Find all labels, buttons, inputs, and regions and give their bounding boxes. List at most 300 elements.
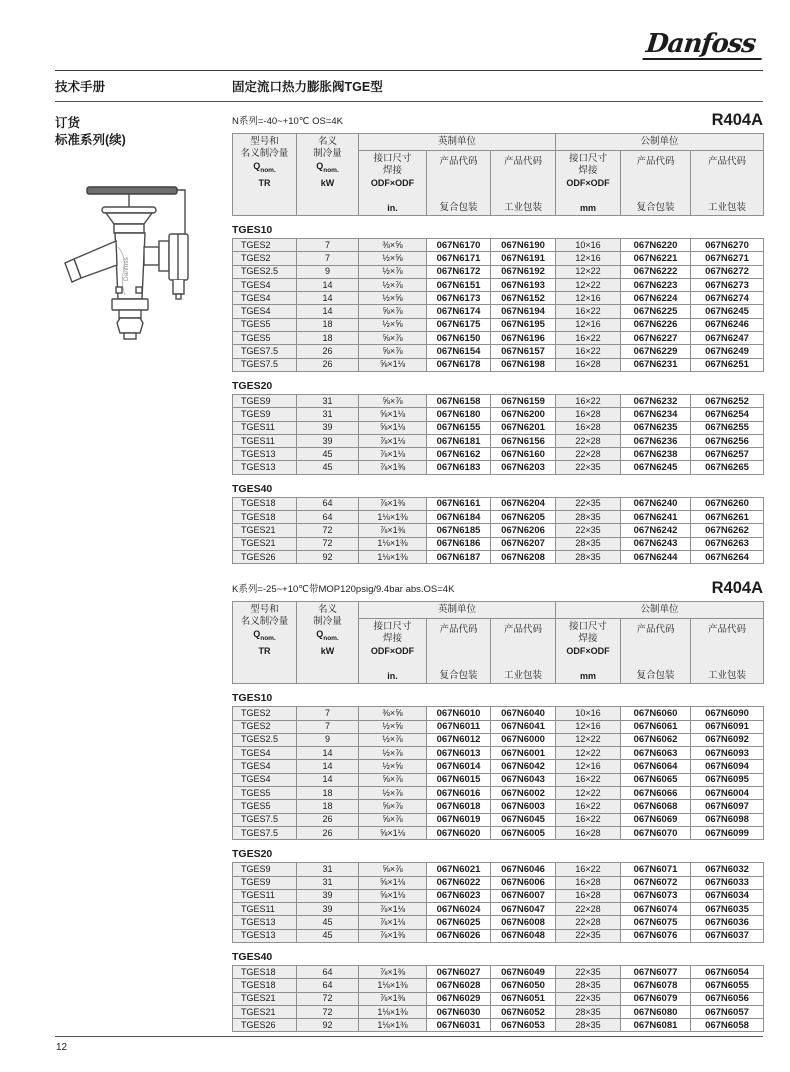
subseries-label: TGES40 [232, 482, 273, 495]
subseries-label: TGES10 [232, 224, 273, 236]
cell-model: TGES13 [233, 929, 297, 942]
cell-capacity-kw: 72 [297, 992, 359, 1005]
cell-code-industrial-metric: 067N6036 [691, 916, 764, 929]
cell-capacity-kw: 72 [297, 524, 359, 537]
header-conn-mm: 接口尺寸 焊接 ODF×ODF mm [556, 151, 621, 216]
cell-conn-size-in: ⅝×⅞ [359, 863, 427, 876]
cell-code-industrial-metric: 067N6257 [691, 448, 764, 461]
cell-capacity-kw: 7 [297, 252, 359, 265]
cell-code-complex-metric: 067N6068 [621, 800, 691, 813]
series-title-row [232, 579, 763, 598]
cell-code-complex-metric: 067N6238 [621, 448, 691, 461]
cell-conn-size-mm: 22×35 [556, 461, 621, 474]
cell-code-industrial-imperial: 067N6046 [491, 863, 556, 876]
cell-capacity-kw: 26 [297, 813, 359, 826]
cell-capacity-kw: 31 [297, 408, 359, 421]
cell-code-complex-metric: 067N6081 [621, 1019, 691, 1032]
cell-model: TGES9 [233, 408, 297, 421]
cell-capacity-kw: 18 [297, 800, 359, 813]
cell-code-industrial-imperial: 067N6206 [491, 524, 556, 537]
cell-code-complex-imperial: 067N6031 [427, 1019, 491, 1032]
series-conditions: K系列=-25~+10℃带MOP120psig/9.4bar abs.OS=4K [232, 584, 455, 596]
page-number: 12 [56, 1042, 68, 1053]
cell-model: TGES2 [233, 239, 297, 252]
danfoss-logo: Danfoss [642, 31, 764, 60]
cell-conn-size-mm: 22×35 [556, 524, 621, 537]
cell-code-complex-imperial: 067N6171 [427, 252, 491, 265]
subseries-label: TGES20 [232, 379, 273, 392]
product-table-tges10 [232, 706, 764, 840]
cell-model: TGES13 [233, 916, 297, 929]
cell-conn-size-mm: 22×35 [556, 965, 621, 978]
cell-code-industrial-metric: 067N6058 [691, 1019, 764, 1032]
cell-conn-size-in: ⅝×1⅛ [359, 421, 427, 434]
cell-capacity-kw: 64 [297, 511, 359, 524]
cell-code-industrial-imperial: 067N6200 [491, 408, 556, 421]
cell-capacity-kw: 72 [297, 537, 359, 550]
cell-code-industrial-imperial: 067N6156 [491, 434, 556, 447]
cell-code-complex-metric: 067N6242 [621, 524, 691, 537]
cell-code-industrial-imperial: 067N6207 [491, 537, 556, 550]
table-row [233, 252, 764, 265]
tables-area [232, 102, 763, 1032]
cell-code-complex-imperial: 067N6186 [427, 537, 491, 550]
cell-code-complex-imperial: 067N6030 [427, 1005, 491, 1018]
cell-capacity-kw: 45 [297, 929, 359, 942]
cell-model: TGES11 [233, 903, 297, 916]
cell-code-industrial-imperial: 067N6003 [491, 800, 556, 813]
cell-code-complex-metric: 067N6065 [621, 773, 691, 786]
cell-code-complex-imperial: 067N6170 [427, 239, 491, 252]
cell-capacity-kw: 18 [297, 332, 359, 345]
cell-conn-size-in: ⅞×1⅛ [359, 434, 427, 447]
cell-code-industrial-metric: 067N6095 [691, 773, 764, 786]
cell-capacity-kw: 9 [297, 265, 359, 278]
header-metric-group: 公制单位 [556, 134, 764, 151]
cell-code-industrial-imperial: 067N6195 [491, 318, 556, 331]
cell-code-industrial-metric: 067N6254 [691, 408, 764, 421]
table-row [233, 332, 764, 345]
cell-code-complex-metric: 067N6235 [621, 421, 691, 434]
cell-conn-size-in: 1⅛×1⅜ [359, 979, 427, 992]
cell-model: TGES18 [233, 511, 297, 524]
cell-conn-size-mm: 16×28 [556, 876, 621, 889]
header-model-column: 型号和 名义制冷量 $Q_{nom.}$ TR [233, 602, 297, 684]
product-table-tges40 [232, 497, 764, 564]
cell-model: TGES21 [233, 992, 297, 1005]
header-code-complex-metric: 产品代码 复合包装 [621, 151, 691, 216]
cell-conn-size-mm: 12×16 [556, 318, 621, 331]
cell-code-industrial-imperial: 067N6005 [491, 826, 556, 839]
cell-conn-size-in: ½×⅞ [359, 278, 427, 291]
cell-code-industrial-imperial: 067N6190 [491, 239, 556, 252]
cell-code-industrial-imperial: 067N6042 [491, 760, 556, 773]
cell-code-industrial-imperial: 067N6053 [491, 1019, 556, 1032]
cell-code-complex-metric: 067N6061 [621, 720, 691, 733]
series-title-row [232, 111, 763, 130]
cell-code-industrial-metric: 067N6094 [691, 760, 764, 773]
cell-code-industrial-metric: 067N6097 [691, 800, 764, 813]
cell-capacity-kw: 31 [297, 863, 359, 876]
cell-model: TGES11 [233, 434, 297, 447]
sidebar [55, 102, 232, 1032]
cell-code-complex-imperial: 067N6158 [427, 394, 491, 407]
table-row [233, 707, 764, 720]
order-table-header [232, 133, 764, 216]
cell-code-complex-metric: 067N6245 [621, 461, 691, 474]
cell-code-complex-metric: 067N6232 [621, 394, 691, 407]
page-content [55, 102, 763, 1032]
cell-model: TGES21 [233, 524, 297, 537]
cell-conn-size-in: ⅞×1⅜ [359, 992, 427, 1005]
cell-model: TGES26 [233, 550, 297, 563]
table-row [233, 773, 764, 786]
table-row [233, 876, 764, 889]
cell-code-complex-imperial: 067N6172 [427, 265, 491, 278]
cell-model: TGES9 [233, 863, 297, 876]
table-row [233, 813, 764, 826]
cell-code-complex-imperial: 067N6021 [427, 863, 491, 876]
cell-code-complex-imperial: 067N6180 [427, 408, 491, 421]
product-table-tges20 [232, 862, 764, 943]
subseries-label: TGES20 [232, 848, 273, 861]
product-table-tges10 [232, 238, 764, 372]
cell-conn-size-mm: 10×16 [556, 707, 621, 720]
cell-model: TGES2.5 [233, 265, 297, 278]
cell-model: TGES2.5 [233, 733, 297, 746]
cell-capacity-kw: 92 [297, 550, 359, 563]
cell-code-industrial-imperial: 067N6198 [491, 358, 556, 371]
cell-code-complex-imperial: 067N6011 [427, 720, 491, 733]
cell-capacity-kw: 45 [297, 448, 359, 461]
product-table-tges40 [232, 965, 764, 1032]
cell-conn-size-in: ⅞×1⅛ [359, 916, 427, 929]
cell-conn-size-in: ½×⅝ [359, 292, 427, 305]
cell-code-complex-metric: 067N6080 [621, 1005, 691, 1018]
cell-conn-size-mm: 22×28 [556, 916, 621, 929]
cell-code-complex-metric: 067N6073 [621, 889, 691, 902]
table-row [233, 461, 764, 474]
table-row [233, 787, 764, 800]
table-row [233, 358, 764, 371]
cell-conn-size-mm: 28×35 [556, 1005, 621, 1018]
cell-code-complex-metric: 067N6062 [621, 733, 691, 746]
cell-model: TGES5 [233, 332, 297, 345]
cell-code-industrial-imperial: 067N6043 [491, 773, 556, 786]
cell-code-industrial-metric: 067N6035 [691, 903, 764, 916]
cell-code-industrial-metric: 067N6033 [691, 876, 764, 889]
cell-code-industrial-imperial: 067N6052 [491, 1005, 556, 1018]
cell-code-complex-metric: 067N6063 [621, 747, 691, 760]
cell-conn-size-mm: 16×22 [556, 813, 621, 826]
valve-illustration [57, 177, 232, 362]
cell-conn-size-in: 1⅛×1⅜ [359, 537, 427, 550]
cell-code-industrial-imperial: 067N6160 [491, 448, 556, 461]
cell-conn-size-mm: 12×16 [556, 292, 621, 305]
table-row [233, 305, 764, 318]
table-row [233, 760, 764, 773]
header-imperial-group: 英制单位 [359, 134, 556, 151]
cell-code-industrial-imperial: 067N6051 [491, 992, 556, 1005]
cell-code-complex-metric: 067N6074 [621, 903, 691, 916]
cell-code-industrial-imperial: 067N6159 [491, 394, 556, 407]
document-header [55, 71, 790, 101]
cell-conn-size-in: ½×⅞ [359, 747, 427, 760]
cell-code-complex-imperial: 067N6174 [427, 305, 491, 318]
cell-model: TGES5 [233, 787, 297, 800]
cell-conn-size-in: ⅝×1⅛ [359, 876, 427, 889]
cell-conn-size-in: ⅞×1⅜ [359, 965, 427, 978]
cell-code-complex-metric: 067N6231 [621, 358, 691, 371]
cell-model: TGES4 [233, 292, 297, 305]
cell-conn-size-mm: 16×22 [556, 863, 621, 876]
cell-code-industrial-metric: 067N6264 [691, 550, 764, 563]
cell-code-complex-imperial: 067N6019 [427, 813, 491, 826]
cell-code-complex-imperial: 067N6022 [427, 876, 491, 889]
cell-model: TGES13 [233, 448, 297, 461]
header-metric-group: 公制单位 [556, 602, 764, 619]
cell-conn-size-mm: 12×22 [556, 278, 621, 291]
refrigerant-label: R404A [711, 579, 763, 598]
table-row [233, 421, 764, 434]
cell-capacity-kw: 14 [297, 292, 359, 305]
cell-conn-size-in: ½×⅝ [359, 318, 427, 331]
cell-conn-size-in: ½×⅝ [359, 720, 427, 733]
header-capacity-column: 名义 制冷量 $Q_{nom.}$ kW [297, 602, 359, 684]
table-row [233, 537, 764, 550]
cell-code-complex-imperial: 067N6151 [427, 278, 491, 291]
table-row [233, 434, 764, 447]
cell-code-complex-metric: 067N6229 [621, 345, 691, 358]
cell-code-industrial-imperial: 067N6049 [491, 965, 556, 978]
cell-model: TGES4 [233, 278, 297, 291]
cell-capacity-kw: 9 [297, 733, 359, 746]
cell-conn-size-in: ⅞×1⅜ [359, 461, 427, 474]
cell-conn-size-mm: 22×28 [556, 448, 621, 461]
cell-code-complex-metric: 067N6223 [621, 278, 691, 291]
cell-code-complex-metric: 067N6225 [621, 305, 691, 318]
cell-code-industrial-imperial: 067N6008 [491, 916, 556, 929]
cell-capacity-kw: 92 [297, 1019, 359, 1032]
table-row [233, 800, 764, 813]
cell-capacity-kw: 14 [297, 747, 359, 760]
cell-code-complex-imperial: 067N6175 [427, 318, 491, 331]
cell-code-industrial-imperial: 067N6045 [491, 813, 556, 826]
cell-code-complex-metric: 067N6226 [621, 318, 691, 331]
cell-conn-size-in: ⅞×1⅜ [359, 524, 427, 537]
table-row [233, 1005, 764, 1018]
cell-code-industrial-metric: 067N6037 [691, 929, 764, 942]
cell-code-complex-metric: 067N6236 [621, 434, 691, 447]
page-header-logo-row [0, 0, 790, 70]
header-code-industrial-imperial: 产品代码 工业包装 [491, 619, 556, 684]
cell-code-complex-imperial: 067N6015 [427, 773, 491, 786]
cell-model: TGES7.5 [233, 358, 297, 371]
cell-conn-size-in: ⅝×⅞ [359, 773, 427, 786]
cell-conn-size-in: ⅞×1⅜ [359, 929, 427, 942]
cell-capacity-kw: 26 [297, 826, 359, 839]
cell-capacity-kw: 14 [297, 278, 359, 291]
cell-code-industrial-imperial: 067N6194 [491, 305, 556, 318]
cell-code-complex-imperial: 067N6024 [427, 903, 491, 916]
cell-capacity-kw: 26 [297, 358, 359, 371]
cell-code-industrial-metric: 067N6246 [691, 318, 764, 331]
cell-capacity-kw: 14 [297, 305, 359, 318]
cell-capacity-kw: 39 [297, 903, 359, 916]
cell-model: TGES11 [233, 421, 297, 434]
header-code-industrial-metric: 产品代码 工业包装 [691, 151, 764, 216]
cell-conn-size-in: 1⅛×1⅜ [359, 511, 427, 524]
cell-capacity-kw: 45 [297, 461, 359, 474]
cell-conn-size-mm: 16×22 [556, 394, 621, 407]
cell-code-industrial-imperial: 067N6040 [491, 707, 556, 720]
cell-code-complex-imperial: 067N6025 [427, 916, 491, 929]
cell-conn-size-mm: 16×22 [556, 800, 621, 813]
table-row [233, 965, 764, 978]
cell-code-industrial-imperial: 067N6193 [491, 278, 556, 291]
cell-code-industrial-metric: 067N6245 [691, 305, 764, 318]
cell-capacity-kw: 26 [297, 345, 359, 358]
cell-conn-size-mm: 28×35 [556, 550, 621, 563]
cell-capacity-kw: 64 [297, 965, 359, 978]
cell-conn-size-in: ⅝×1⅛ [359, 889, 427, 902]
table-row [233, 979, 764, 992]
cell-code-industrial-metric: 067N6090 [691, 707, 764, 720]
cell-code-industrial-metric: 067N6251 [691, 358, 764, 371]
table-row [233, 239, 764, 252]
cell-model: TGES2 [233, 720, 297, 733]
cell-code-complex-imperial: 067N6185 [427, 524, 491, 537]
header-conn-in: 接口尺寸 焊接 ODF×ODF in. [359, 151, 427, 216]
cell-capacity-kw: 14 [297, 773, 359, 786]
cell-capacity-kw: 39 [297, 434, 359, 447]
table-row [233, 903, 764, 916]
cell-conn-size-in: ⅝×⅞ [359, 305, 427, 318]
cell-code-industrial-imperial: 067N6157 [491, 345, 556, 358]
valve-body-brand-text: Danfoss [123, 256, 130, 281]
table-row [233, 278, 764, 291]
cell-capacity-kw: 39 [297, 421, 359, 434]
cell-code-complex-metric: 067N6064 [621, 760, 691, 773]
cell-code-industrial-imperial: 067N6192 [491, 265, 556, 278]
cell-code-complex-imperial: 067N6150 [427, 332, 491, 345]
cell-conn-size-mm: 12×22 [556, 747, 621, 760]
cell-capacity-kw: 7 [297, 239, 359, 252]
cell-code-complex-imperial: 067N6018 [427, 800, 491, 813]
table-row [233, 265, 764, 278]
doc-type-label: 技术手册 [55, 80, 106, 94]
header-code-complex-imperial: 产品代码 复合包装 [427, 151, 491, 216]
cell-code-complex-imperial: 067N6013 [427, 747, 491, 760]
header-code-industrial-metric: 产品代码 工业包装 [691, 619, 764, 684]
cell-code-industrial-imperial: 067N6006 [491, 876, 556, 889]
cell-code-complex-metric: 067N6244 [621, 550, 691, 563]
table-row [233, 826, 764, 839]
cell-code-industrial-imperial: 067N6001 [491, 747, 556, 760]
header-imperial-group: 英制单位 [359, 602, 556, 619]
cell-capacity-kw: 45 [297, 916, 359, 929]
k-series-section [232, 579, 763, 1032]
cell-model: TGES9 [233, 876, 297, 889]
series-conditions: N系列=-40~+10℃ OS=4K [232, 116, 344, 127]
cell-model: TGES9 [233, 394, 297, 407]
cell-code-industrial-imperial: 067N6152 [491, 292, 556, 305]
cell-code-industrial-metric: 067N6055 [691, 979, 764, 992]
cell-code-industrial-metric: 067N6091 [691, 720, 764, 733]
cell-capacity-kw: 64 [297, 497, 359, 510]
cell-conn-size-mm: 16×28 [556, 826, 621, 839]
cell-code-complex-imperial: 067N6023 [427, 889, 491, 902]
cell-model: TGES7.5 [233, 813, 297, 826]
cell-conn-size-mm: 16×28 [556, 889, 621, 902]
table-row [233, 292, 764, 305]
table-row [233, 992, 764, 1005]
cell-code-complex-metric: 067N6075 [621, 916, 691, 929]
cell-model: TGES4 [233, 305, 297, 318]
cell-code-complex-imperial: 067N6187 [427, 550, 491, 563]
cell-code-industrial-metric: 067N6092 [691, 733, 764, 746]
cell-code-industrial-metric: 067N6272 [691, 265, 764, 278]
order-table-header [232, 601, 764, 684]
cell-conn-size-in: ⅝×⅞ [359, 813, 427, 826]
cell-model: TGES5 [233, 800, 297, 813]
cell-code-industrial-metric: 067N6004 [691, 787, 764, 800]
cell-model: TGES4 [233, 773, 297, 786]
cell-code-complex-imperial: 067N6155 [427, 421, 491, 434]
cell-code-complex-imperial: 067N6014 [427, 760, 491, 773]
cell-conn-size-mm: 22×35 [556, 929, 621, 942]
cell-conn-size-mm: 28×35 [556, 1019, 621, 1032]
cell-code-complex-imperial: 067N6162 [427, 448, 491, 461]
subseries-label: TGES10 [232, 692, 273, 705]
cell-code-industrial-metric: 067N6252 [691, 394, 764, 407]
cell-capacity-kw: 31 [297, 394, 359, 407]
cell-capacity-kw: 31 [297, 876, 359, 889]
cell-conn-size-in: ½×⅞ [359, 733, 427, 746]
refrigerant-label: R404A [711, 111, 763, 129]
cell-code-industrial-imperial: 067N6205 [491, 511, 556, 524]
cell-code-industrial-imperial: 067N6203 [491, 461, 556, 474]
cell-model: TGES5 [233, 318, 297, 331]
cell-conn-size-mm: 28×35 [556, 511, 621, 524]
cell-conn-size-mm: 16×22 [556, 345, 621, 358]
cell-code-industrial-metric: 067N6261 [691, 511, 764, 524]
cell-code-complex-imperial: 067N6178 [427, 358, 491, 371]
cell-code-complex-imperial: 067N6181 [427, 434, 491, 447]
cell-model: TGES2 [233, 707, 297, 720]
cell-model: TGES4 [233, 747, 297, 760]
cell-conn-size-mm: 22×28 [556, 434, 621, 447]
cell-conn-size-in: ⅝×⅞ [359, 800, 427, 813]
cell-conn-size-in: ⅝×1⅛ [359, 408, 427, 421]
header-model-column: 型号和 名义制冷量 $Q_{nom.}$ TR [233, 134, 297, 216]
capillary-tube-icon [87, 187, 177, 194]
cell-code-complex-imperial: 067N6026 [427, 929, 491, 942]
header-capacity-column: 名义 制冷量 $Q_{nom.}$ kW [297, 134, 359, 216]
cell-code-complex-metric: 067N6222 [621, 265, 691, 278]
cell-code-complex-imperial: 067N6020 [427, 826, 491, 839]
cell-code-complex-metric: 067N6070 [621, 826, 691, 839]
cell-conn-size-mm: 12×16 [556, 720, 621, 733]
table-row [233, 318, 764, 331]
cell-capacity-kw: 14 [297, 760, 359, 773]
cell-code-industrial-metric: 067N6271 [691, 252, 764, 265]
cell-code-industrial-metric: 067N6262 [691, 524, 764, 537]
cell-code-complex-imperial: 067N6028 [427, 979, 491, 992]
cell-capacity-kw: 7 [297, 707, 359, 720]
cell-code-industrial-metric: 067N6273 [691, 278, 764, 291]
sidebar-title-line2: 标准系列(续) [55, 132, 126, 147]
